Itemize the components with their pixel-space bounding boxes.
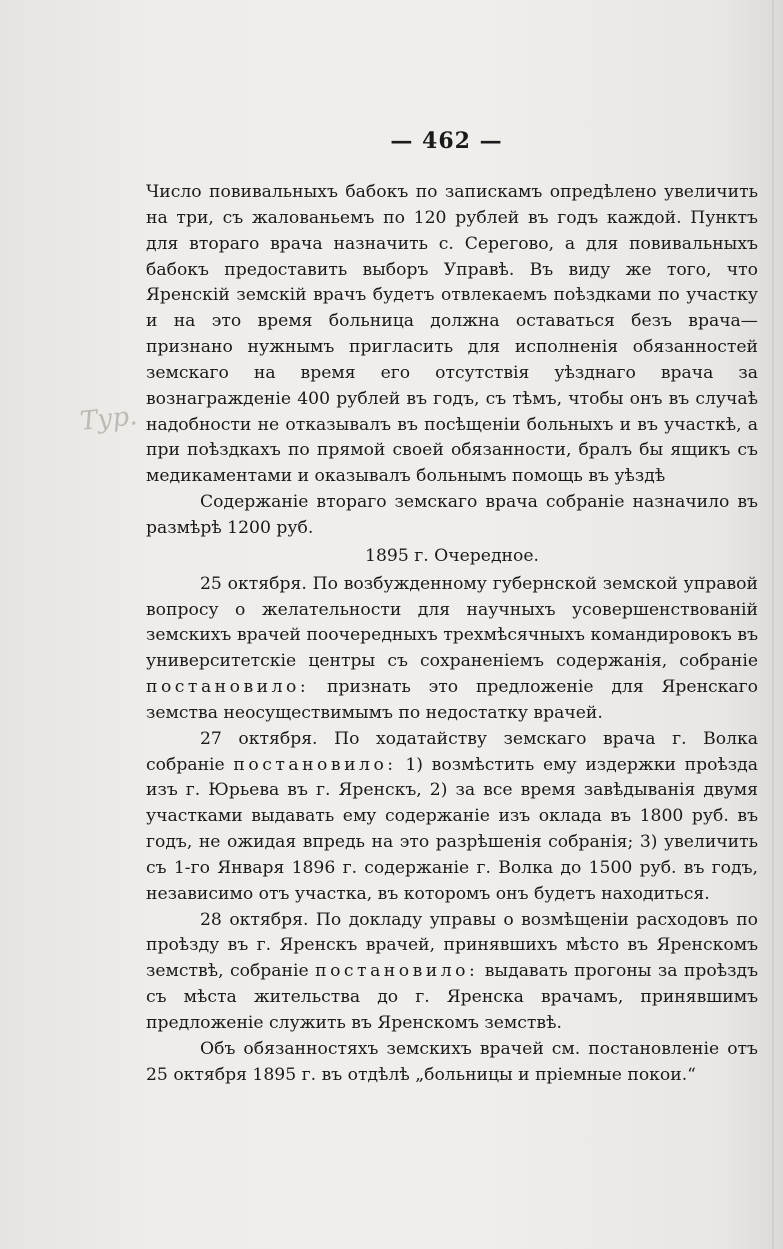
- paragraph-6: Объ обязанностяхъ земскихъ врачей см. постановленіе отъ 25 октября 1895 г. въ отдѣлѣ „больницы и пріемные покои.“: [146, 1038, 758, 1085]
- paragraph-4-resolution: постановило:: [233, 754, 397, 775]
- page-edge-shadow: [772, 0, 774, 1249]
- paragraph-4: [146, 727, 758, 908]
- page-number-row: [0, 128, 783, 154]
- paragraph-3-resolution: постановило:: [146, 677, 310, 698]
- paragraph-5-text-b: выдавать прогоны за проѣздъ съ мѣста жительства до г. Яренска врачамъ, принявшимъ предложеніе служить въ Яренскомъ земствѣ.: [146, 961, 758, 1033]
- paragraph-3-text-b: признать это предложеніе для Яренскаго земства неосуществимымъ по недостатку врачей.: [146, 677, 758, 723]
- section-heading: 1895 г. Очередное.: [365, 545, 539, 566]
- paragraph-4-text-a: По ходатайству земскаго врача г. Волка собраніе: [146, 728, 758, 775]
- paragraph-5: [146, 908, 758, 1037]
- paragraph-1: Число повивальныхъ бабокъ по запискамъ опредѣлено увеличить на три, съ жалованьемъ по 120 рублей въ годъ каждой. Пунктъ для втораго врача назначить с. Серегово, а для повивальныхъ бабокъ предоставить выборъ Управѣ. Въ виду же того, что Яренскій земскій врачъ будетъ отвлекаемъ поѣздками по участку и на это время больница должна оставаться безъ врача— признано нужнымъ пригласить для исполненія обязанностей земскаго на время его отсутствія уѣзднаго врача за вознагражденіе 400 рублей въ годъ, съ тѣмъ, чтобы онъ въ случаѣ надобности не отказывалъ въ посѣщеніи больныхъ и въ участкѣ, а при поѣздкахъ по прямой своей обязанности, бралъ бы ящикъ съ медикаментами и оказывалъ больнымъ помощь въ уѣздѣ: [146, 182, 758, 487]
- paragraph-2: Содержаніе втораго земскаго врача собраніе назначило въ размѣрѣ 1200 руб.: [146, 492, 758, 538]
- paragraph-5-text-a: По докладу управы о возмѣщеніи расходовъ по проѣзду въ г. Яренскъ врачей, принявшихъ мѣсто въ Яренскомъ земствѣ, собраніе: [146, 909, 759, 982]
- paragraph-3: [146, 572, 758, 727]
- body-text: [146, 180, 758, 1089]
- paragraph-5-resolution: постановило:: [315, 961, 479, 982]
- paragraph-4-date: 27 октября.: [200, 728, 318, 749]
- page-number: — 462 —: [390, 128, 503, 154]
- paragraph-4-text-b: 1) возмѣстить ему издержки проѣзда изъ г. Юрьева въ г. Яренскъ, 2) за все время завѣдыванія двумя участками выдавать ему содержаніе изъ оклада въ 1800 руб. въ годъ, не ожидая впредь на это разрѣшенія собранія; 3) увеличить съ 1-го Января 1896 г. содержаніе г. Волка до 1500 руб. въ годъ, независимо отъ участка, въ которомъ онъ будетъ находиться.: [146, 754, 759, 904]
- paragraph-3-date: 25 октября.: [200, 573, 307, 594]
- paragraph-3-text-a: По возбужденному губернской земской управой вопросу о желательности для научныхъ усовершенствованій земскихъ врачей поочередныхъ трехмѣсячныхъ командировокъ въ университетскіе центры съ сохраненіемъ содержанія, собраніе: [146, 573, 758, 672]
- handwritten-margin-mark: Тур.: [78, 401, 139, 437]
- paragraph-5-date: 28 октября.: [200, 909, 309, 930]
